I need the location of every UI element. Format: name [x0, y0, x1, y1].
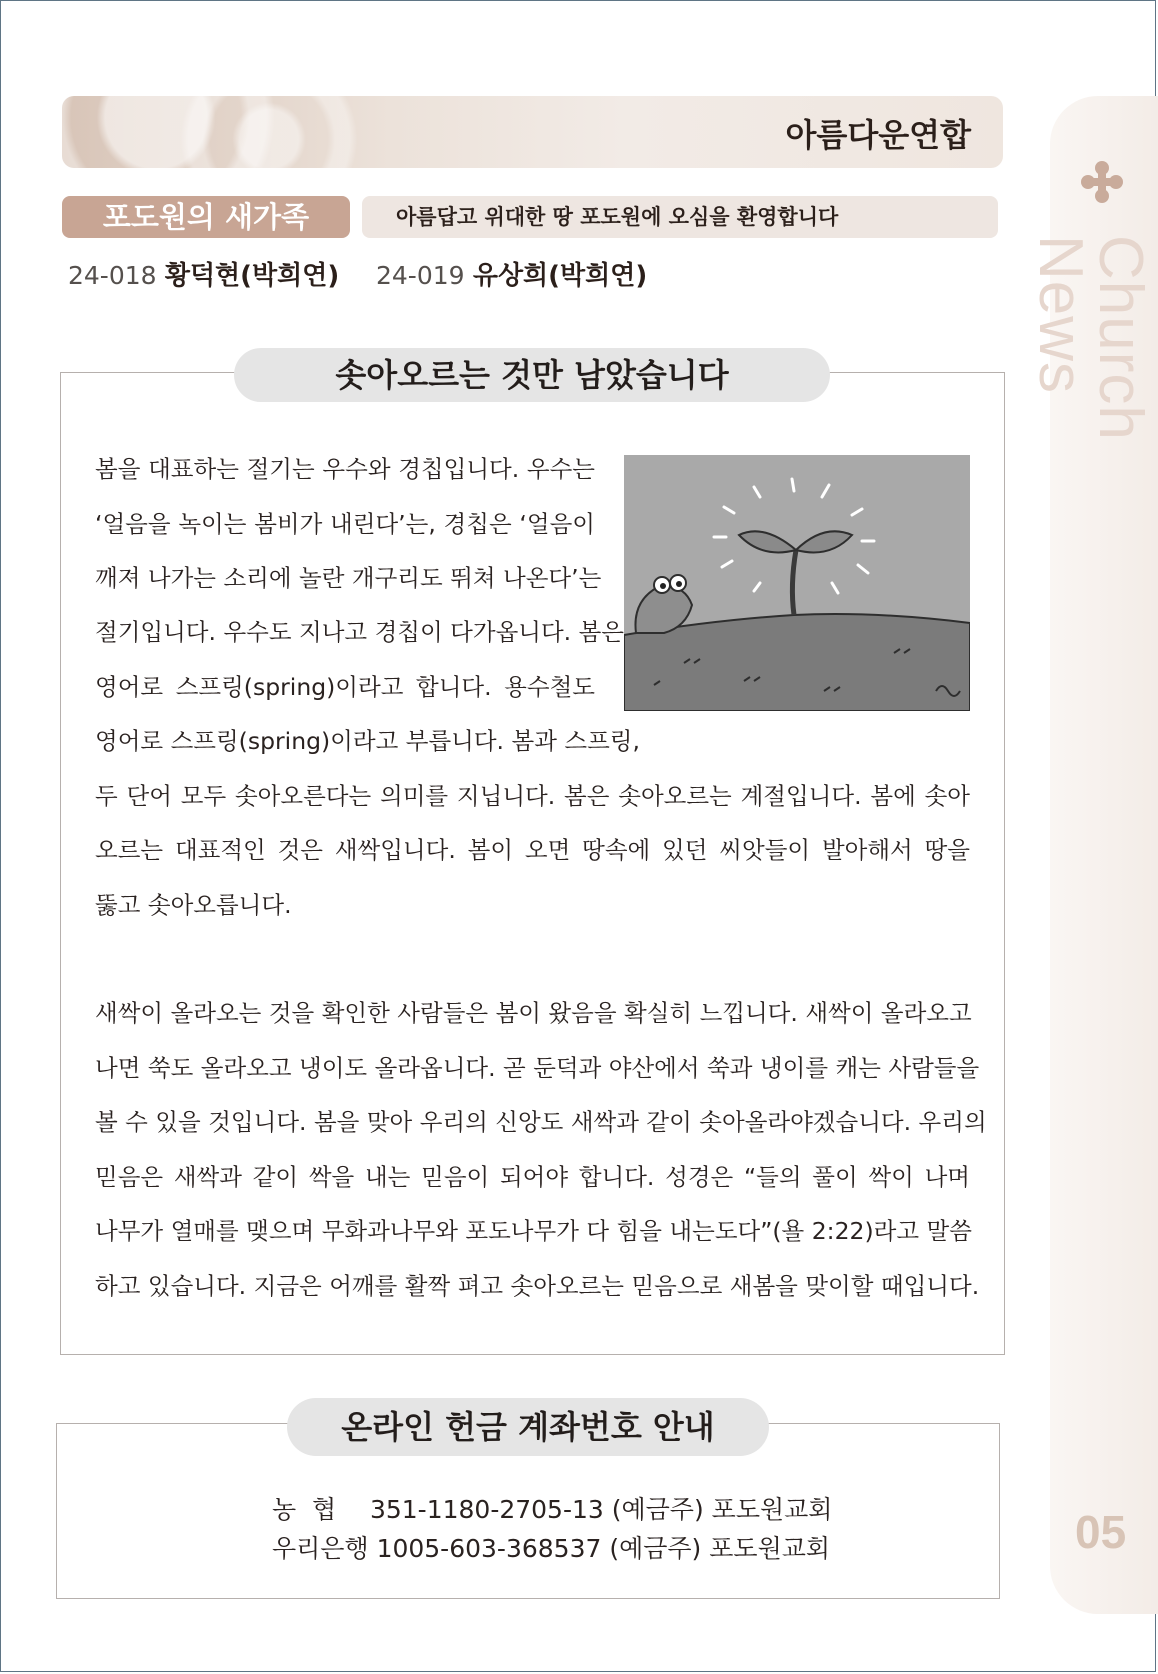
- account-number: 1005-603-368537: [376, 1534, 602, 1563]
- account-bank: 우리은행: [272, 1534, 369, 1563]
- new-family-label: 포도원의 새가족: [62, 196, 350, 238]
- article-line: 영어로 스프링(spring)이라고 부릅니다. 봄과 스프링,: [95, 727, 640, 755]
- article-line: 두 단어 모두 솟아오른다는 의미를 지닙니다. 봄은 솟아오르는 계절입니다. 봄에 솟아: [95, 782, 970, 810]
- entry-number: 24-019: [376, 261, 465, 290]
- article-title: 솟아오르는 것만 남았습니다: [234, 348, 830, 402]
- article-line: 뚫고 솟아오릅니다.: [95, 891, 292, 919]
- entry-number: 24-018: [68, 261, 157, 290]
- article-line: 깨져 나가는 소리에 놀란 개구리도 뛰쳐 나온다’는: [95, 564, 602, 592]
- article-line: 새싹이 올라오는 것을 확인한 사람들은 봄이 왔음을 확실히 느낍니다. 새싹이 올라오고: [95, 999, 972, 1027]
- sprout-illustration: [624, 455, 970, 711]
- article-line: 믿음은 새싹과 같이 싹을 내는 믿음이 되어야 합니다. 성경은 “들의 풀이 싹이 나며: [95, 1163, 970, 1191]
- account-type: (예금주): [611, 1495, 704, 1524]
- article-line: 봄을 대표하는 절기는 우수와 경칩입니다. 우수는: [95, 455, 595, 483]
- account-row: [272, 1490, 832, 1526]
- article-line: ‘얼음을 녹이는 봄비가 내린다’는, 경칩은 ‘얼음이: [95, 510, 595, 538]
- header-banner: [62, 96, 1003, 168]
- account-holder: 포도원교회: [711, 1495, 833, 1524]
- offering-title: 온라인 헌금 계좌번호 안내: [287, 1398, 769, 1456]
- article-line: 오르는 대표적인 것은 새싹입니다. 봄이 오면 땅속에 있던 씨앗들이 발아해서 땅을: [95, 836, 970, 864]
- page-number: 05: [1075, 1506, 1127, 1558]
- article-line: 영어로 스프링(spring)이라고 합니다. 용수철도: [95, 673, 595, 701]
- article-line: 나무가 열매를 맺으며 무화과나무와 포도나무가 다 힘을 내는도다”(욜 2:22)라고 말씀: [95, 1217, 972, 1245]
- account-type: (예금주): [609, 1534, 702, 1563]
- account-number: 351-1180-2705-13: [369, 1495, 604, 1524]
- entry-name: 유상희(박희연): [472, 261, 648, 291]
- cross-icon: [1078, 158, 1126, 206]
- article-line: 나면 쑥도 올라오고 냉이도 올라옵니다. 곧 둔덕과 야산에서 쑥과 냉이를 캐는 사람들을: [95, 1054, 980, 1082]
- article-line: 하고 있습니다. 지금은 어깨를 활짝 펴고 솟아오르는 믿음으로 새봄을 맞이할 때입니다.: [95, 1272, 980, 1300]
- account-row: [272, 1529, 830, 1565]
- article-line: 볼 수 있을 것입니다. 봄을 맞아 우리의 신앙도 새싹과 같이 솟아올라야겠습니다. 우리의: [95, 1108, 987, 1136]
- new-family-entry: [68, 255, 339, 292]
- article-line: 절기입니다. 우수도 지나고 경칩이 다가옵니다. 봄은: [95, 618, 625, 646]
- new-family-entry: [376, 255, 647, 292]
- new-family-welcome: 아름답고 위대한 땅 포도원에 오심을 환영합니다: [362, 196, 998, 238]
- entry-name: 황덕현(박희연): [164, 261, 340, 291]
- account-holder: 포도원교회: [709, 1534, 831, 1563]
- account-bank: 농 협: [272, 1495, 337, 1524]
- header-title: 아름다운연합: [785, 116, 971, 154]
- side-label: Church News: [1026, 235, 1155, 441]
